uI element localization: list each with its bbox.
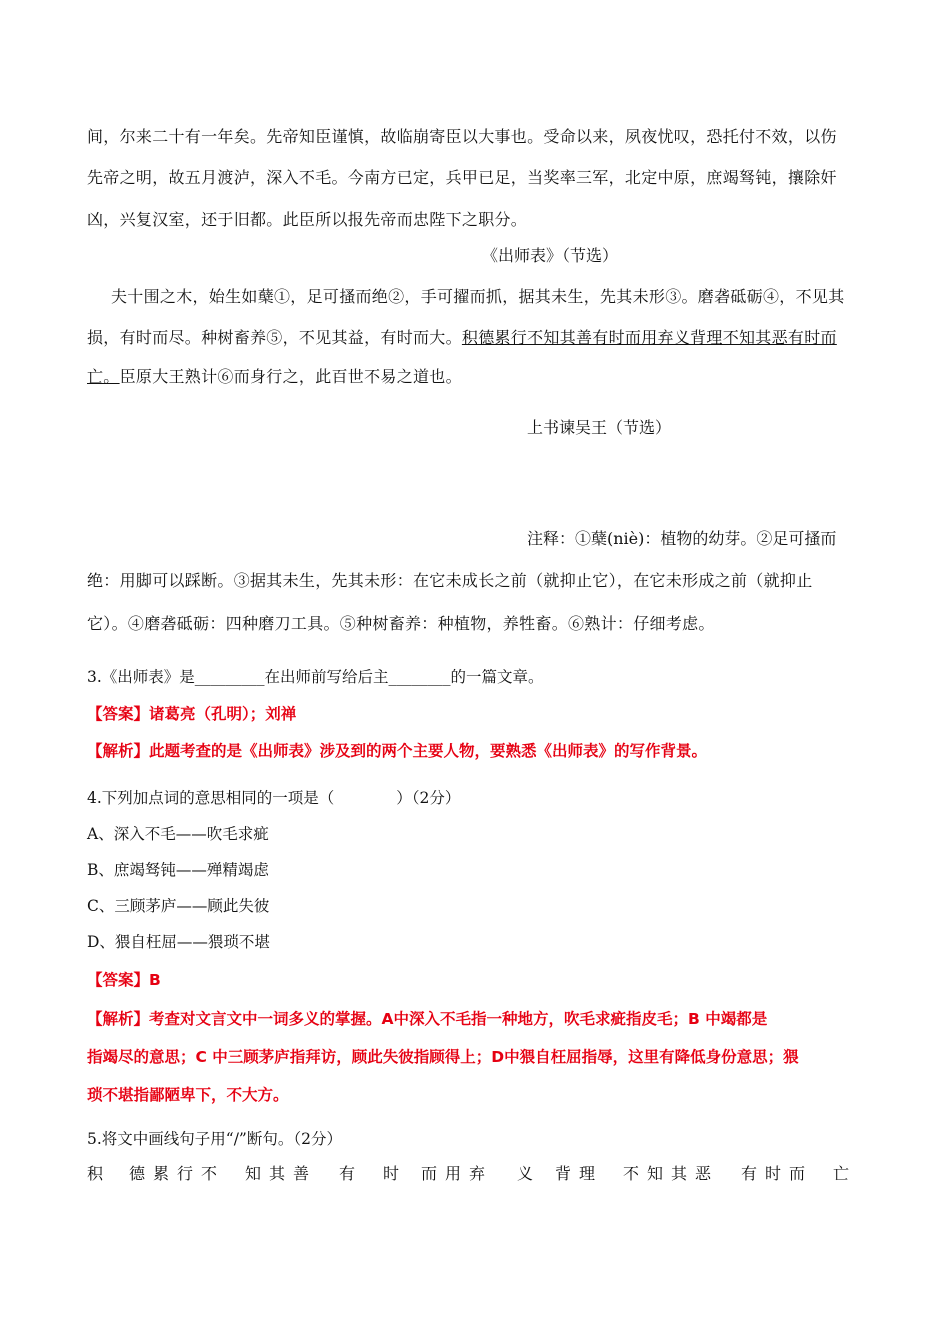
notes-line1: 注释：①蘖(niè)：植物的幼芽。②足可搔而 bbox=[527, 529, 837, 548]
q5-char: 有 bbox=[741, 1164, 758, 1183]
passage2-line3-plain: 臣原大王熟计⑥而身行之，此百世不易之道也。 bbox=[119, 367, 462, 386]
q5-char: 有 bbox=[339, 1164, 356, 1183]
underlined-sentence-part1: 积德累行不知其善有时而用弃义背理不知其恶有时而 bbox=[461, 328, 837, 347]
q5-char: 其 bbox=[269, 1164, 286, 1183]
q5-char: 恶 bbox=[695, 1164, 712, 1183]
q5-char: 其 bbox=[671, 1164, 688, 1183]
q5-char: 累 bbox=[153, 1164, 170, 1183]
underlined-sentence-part2: 亡。 bbox=[87, 367, 120, 386]
passage2-line1 bbox=[87, 277, 867, 316]
passage2-line1-text: 夫十围之木，始生如蘖①，足可搔而绝②，手可擢而抓，据其未生，先其未形③。磨砻砥砺④，不见其 bbox=[111, 287, 845, 306]
q5-char: 知 bbox=[647, 1164, 664, 1183]
q5-char: 而 bbox=[421, 1164, 438, 1183]
q4-option-c: C、三顾茅庐——顾此失彼 bbox=[87, 897, 270, 915]
q4-analysis-line1: 【解析】考查对文言文中一词多义的掌握。A中深入不毛指一种地方，吹毛求疵指皮毛；B 中竭都是 bbox=[87, 1010, 768, 1028]
q5-question: 5.将文中画线句子用“/”断句。（2分） bbox=[87, 1130, 342, 1148]
q5-char: 背 bbox=[555, 1164, 572, 1183]
q5-char: 亡 bbox=[833, 1164, 850, 1183]
q4-option-b: B、庶竭驽钝——殚精竭虑 bbox=[87, 861, 269, 879]
q5-char: 时 bbox=[383, 1164, 400, 1183]
passage2-line2-plain: 损，有时而尽。种树畜养⑤，不见其益，有时而大。 bbox=[87, 328, 462, 347]
passage2-line3 bbox=[87, 357, 867, 396]
passage1-source: 《出师表》（节选） bbox=[482, 246, 619, 265]
q5-char: 善 bbox=[293, 1164, 310, 1183]
q5-char: 弃 bbox=[469, 1164, 486, 1183]
q5-char: 德 bbox=[129, 1164, 146, 1183]
passage2-source: 上书谏吴王（节选） bbox=[527, 418, 672, 437]
q3-analysis: 【解析】此题考查的是《出师表》涉及到的两个主要人物，要熟悉《出师表》的写作背景。 bbox=[87, 742, 708, 760]
q5-char: 理 bbox=[579, 1164, 596, 1183]
notes-line2: 绝：用脚可以踩断。③据其未生，先其未形：在它未成长之前（就抑止它），在它未形成之前（就抑止 bbox=[87, 571, 813, 590]
q5-char: 义 bbox=[517, 1164, 534, 1183]
q4-option-a: A、深入不毛——吹毛求疵 bbox=[87, 825, 269, 843]
q5-char: 积 bbox=[87, 1164, 104, 1183]
q4-analysis-line2: 指竭尽的意思；C 中三顾茅庐指拜访，顾此失彼指顾得上；D中猥自枉屈指辱，这里有降低身份意思；猥 bbox=[87, 1048, 799, 1066]
q5-char: 用 bbox=[445, 1164, 462, 1183]
passage1-line3: 凶，兴复汉室，还于旧都。此臣所以报先帝而忠陛下之职分。 bbox=[87, 210, 528, 229]
q5-char: 而 bbox=[789, 1164, 806, 1183]
q5-char: 行 bbox=[177, 1164, 194, 1183]
q4-analysis-line3: 琐不堪指鄙陋卑下，不大方。 bbox=[87, 1086, 289, 1104]
q5-char: 不 bbox=[201, 1164, 218, 1183]
q5-char: 时 bbox=[765, 1164, 782, 1183]
passage1-line1: 间，尔来二十有一年矣。先帝知臣谨慎，故临崩寄臣以大事也。受命以来，夙夜忧叹，恐托付不效，以伤 bbox=[87, 127, 837, 146]
notes-line3: 它）。④磨砻砥砺：四种磨刀工具。⑤种树畜养：种植物，养牲畜。⑥熟计：仔细考虑。 bbox=[87, 614, 715, 633]
q4-option-d: D、猥自枉屈——猥琐不堪 bbox=[87, 933, 270, 951]
q4-answer: 【答案】B bbox=[87, 971, 161, 989]
q4-question: 4.下列加点词的意思相同的一项是（ ）（2分） bbox=[87, 789, 461, 807]
q3-question: 3.《出师表》是_________在出师前写给后主________的一篇文章。 bbox=[87, 668, 544, 686]
passage2-line2 bbox=[87, 318, 867, 357]
q5-char: 知 bbox=[245, 1164, 262, 1183]
passage1-line2: 先帝之明，故五月渡泸，深入不毛。今南方已定，兵甲已足，当奖率三军，北定中原，庶竭驽钝，攘除奸 bbox=[87, 168, 837, 187]
q3-answer: 【答案】诸葛亮（孔明）；刘禅 bbox=[87, 705, 297, 723]
q5-char: 不 bbox=[623, 1164, 640, 1183]
